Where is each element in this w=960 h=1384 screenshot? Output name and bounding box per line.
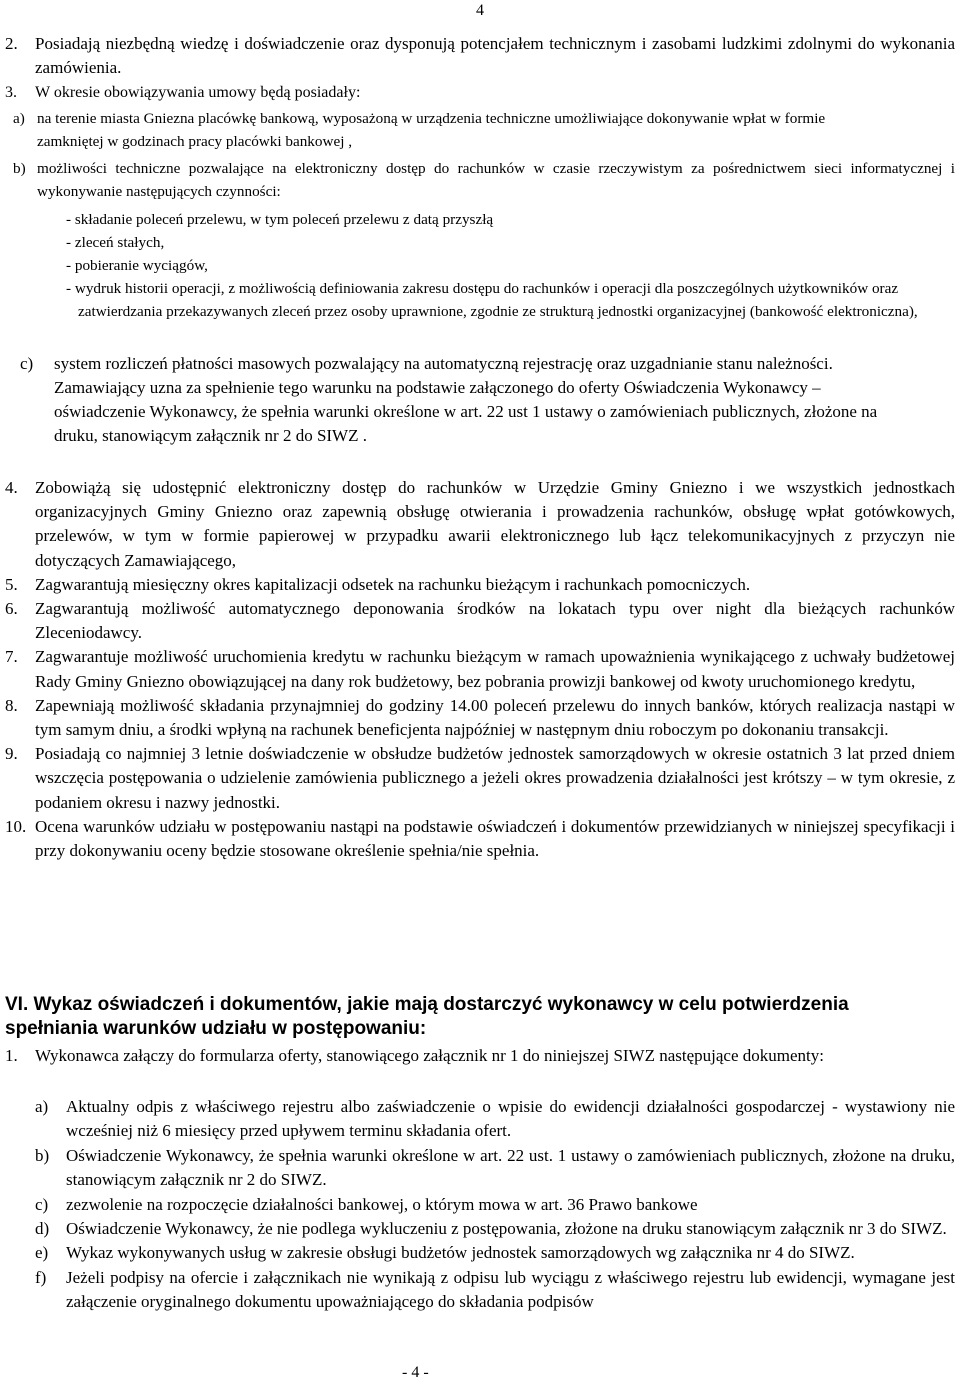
sub-item-text: Aktualny odpis z właściwego rejestru albo zaświadczenie o wpisie do ewidencji działalności gospodarczej - wystawiony nie wcześniej niż 6 miesięcy przed upływem terminu składania ofert. [66, 1097, 955, 1141]
dash-item: - wydruk historii operacji, z możliwością definiowania zakresu dostępu do rachunków i operacji dla poszczególnych użytkowników oraz zatwierdzania przekazywanych zleceń przez osoby uprawnione, zgodnie ze strukturą jednostki organizacyjnej (bankowość elektroniczna), [66, 280, 918, 320]
list-item-text: Wykonawca załączy do formularza oferty, stanowiącego załącznik nr 1 do niniejszej SIWZ następujące dokumenty: [35, 1046, 824, 1065]
sub-item-3a [13, 107, 853, 153]
list-item-number: 5. [5, 574, 18, 594]
list-item-number: 10. [5, 816, 27, 836]
list-item-4 [5, 476, 955, 573]
sub-item-text: Oświadczenie Wykonawcy, że spełnia warunki określone w art. 22 ust. 1 ustawy o zamówieniach publicznych, złożone na druku, stanowiącym załącznik nr 2 do SIWZ. [66, 1145, 955, 1190]
page-number-bottom: - 4 - [402, 1364, 429, 1381]
sub-item-text: na terenie miasta Gniezna placówkę bankową, wyposażoną w urządzenia techniczne umożliwiające dokonywanie wpłat w formie zamkniętej w godzinach pracy placówki bankowej , [37, 110, 826, 150]
list-item-text: Zagwarantuje możliwość uruchomienia kredytu w rachunku bieżącym w ramach upoważnienia wynikającego z uchwały budżetowej Rady Gminy Gniezno obowiązującej na dany rok budżetowy, bez pobrania prowizji bankowej od kwoty uruchomionego kredytu, [35, 647, 955, 691]
section-sub-item-c [35, 1193, 955, 1217]
sub-item-label: b) [13, 160, 26, 177]
list-item-3 [5, 81, 955, 104]
sub-item-text: możliwości techniczne pozwalające na elektroniczny dostęp do rachunków w czasie rzeczywistym za pośrednictwem sieci informatycznej i wykonywanie następujących czynności: [37, 160, 955, 200]
dash-list [66, 208, 952, 323]
dash-item: - składanie poleceń przelewu, w tym poleceń przelewu z datą przyszłą [66, 211, 494, 228]
section-list-item-1 [5, 1043, 855, 1068]
list-item-6 [5, 597, 955, 645]
list-item-number: 4. [5, 478, 18, 497]
list-item-text: Posiadają niezbędną wiedzę i doświadczenie oraz dysponują potencjałem technicznym i zasobami ludzkimi zdolnymi do wykonania zamówienia. [35, 34, 955, 77]
list-item-9 [5, 742, 955, 815]
list-item-number: 6. [5, 599, 18, 619]
sub-item-label: e) [35, 1243, 49, 1263]
list-item-number: 2. [5, 34, 18, 53]
sub-item-text: Wykaz wykonywanych usług w zakresie obsługi budżetów jednostek samorządowych wg załącznika nr 4 do SIWZ. [66, 1243, 855, 1263]
list-item-10 [5, 815, 955, 863]
list-item-2 [5, 32, 955, 80]
section-heading: VI. Wykaz oświadczeń i dokumentów, jakie mają dostarczyć wykonawcy w celu potwierdzenia spełniania warunków udziału w postępowaniu: [5, 994, 849, 1039]
sub-item-text: zezwolenie na rozpoczęcie działalności bankowej, o którym mowa w art. 36 Prawo bankowe [66, 1194, 698, 1214]
sub-item-label: a) [35, 1097, 49, 1116]
section-sub-item-f [35, 1266, 955, 1315]
section-sub-item-a [35, 1095, 955, 1144]
list-item-number: 9. [5, 744, 18, 764]
section-sub-item-d [35, 1217, 955, 1241]
sub-item-text: Oświadczenie Wykonawcy, że nie podlega wykluczeniu z postępowania, złożone na druku stanowiącym załącznik nr 3 do SIWZ. [66, 1219, 947, 1239]
list-item-text: Zagwarantują miesięczny okres kapitalizacji odsetek na rachunku bieżącym i rachunkach pomocniczych. [35, 574, 751, 594]
dash-item: - pobieranie wyciągów, [66, 257, 208, 274]
sub-item-3b [13, 157, 955, 203]
sub-item-text: Jeżeli podpisy na ofercie i załącznikach nie wynikają z odpisu lub wyciągu z właściwego rejestru lub ewidencji, wymagane jest załączenie oryginalnego dokumentu upoważniającego do składania podpisów [66, 1267, 955, 1312]
sub-item-label: c) [20, 354, 34, 373]
list-item-number: 8. [5, 695, 18, 715]
list-item-number: 1. [5, 1046, 18, 1065]
list-item-7 [5, 645, 955, 693]
list-item-number: 3. [5, 84, 17, 101]
list-item-text: W okresie obowiązywania umowy będą posiadały: [35, 84, 361, 101]
page-number-top: 4 [476, 2, 484, 19]
sub-item-label: f) [35, 1267, 47, 1287]
sub-item-label: b) [35, 1145, 50, 1165]
list-item-text: Posiadają co najmniej 3 letnie doświadczenie w obsłudze budżetów jednostek samorządowych w okresie ostatnich 3 lat przed dniem wszczęcia postępowania o udzielenie zamówienia publicznego a jeżeli okres prowadzenia działalności jest krótszy – w tym okresie, z podaniem okresu i nazwy jednostki. [35, 744, 955, 812]
section-sub-item-b [35, 1144, 955, 1193]
sub-item-label: d) [35, 1219, 50, 1239]
sub-item-label: c) [35, 1194, 49, 1214]
sub-item-text: system rozliczeń płatności masowych pozwalający na automatyczną rejestrację oraz uzgadnianie stanu należności. Zamawiający uzna za spełnienie tego warunku na podstawie załączonego do oferty Oświadczenia Wykonawcy – oświadczenie Wykonawcy, że spełnia warunki określone w art. 22 ust 1 ustawy o zamówieniach publicznych, złożone na druku, stanowiącym załącznik nr 2 do SIWZ . [54, 354, 878, 445]
sub-item-3c [20, 352, 890, 448]
numbered-list [5, 476, 955, 863]
list-item-5 [5, 573, 955, 597]
list-item-text: Ocena warunków udziału w postępowaniu nastąpi na podstawie oświadczeń i dokumentów przewidzianych w niniejszej specyfikacji i przy dokonywaniu oceny będzie stosowane określenie spełnia/nie spełnia. [35, 816, 955, 861]
sub-item-label: a) [13, 110, 25, 127]
section-sub-item-e [35, 1241, 955, 1265]
list-item-8 [5, 694, 955, 742]
list-item-text: Zapewniają możliwość składania przynajmniej do godziny 14.00 poleceń przelewu do innych banków, których realizacja nastąpi w tym samym dniu, a środki wpłyną na rachunek beneficjenta najpóźniej w następnym dniu roboczym po dokonaniu transakcji. [35, 695, 955, 740]
list-item-number: 7. [5, 647, 18, 667]
list-item-text: Zobowiążą się udostępnić elektroniczny dostęp do rachunków w Urzędzie Gminy Gniezno i we wszystkich jednostkach organizacyjnych Gminy Gniezno oraz zapewnią obsługę otwierania i prowadzenia rachunków, obsługę wpłat gotówkowych, przelewów, w tym w formie papierowej w przypadku awarii elektronicznego lub łącz telekomunikacyjnych z przyczyn nie dotyczących Zamawiającego, [35, 478, 955, 570]
section-sub-list [35, 1095, 955, 1315]
list-item-text: Zagwarantują możliwość automatycznego deponowania środków na lokatach typu over night dla bieżących rachunków Zleceniodawcy. [35, 599, 955, 643]
dash-item: - zleceń stałych, [66, 234, 165, 251]
